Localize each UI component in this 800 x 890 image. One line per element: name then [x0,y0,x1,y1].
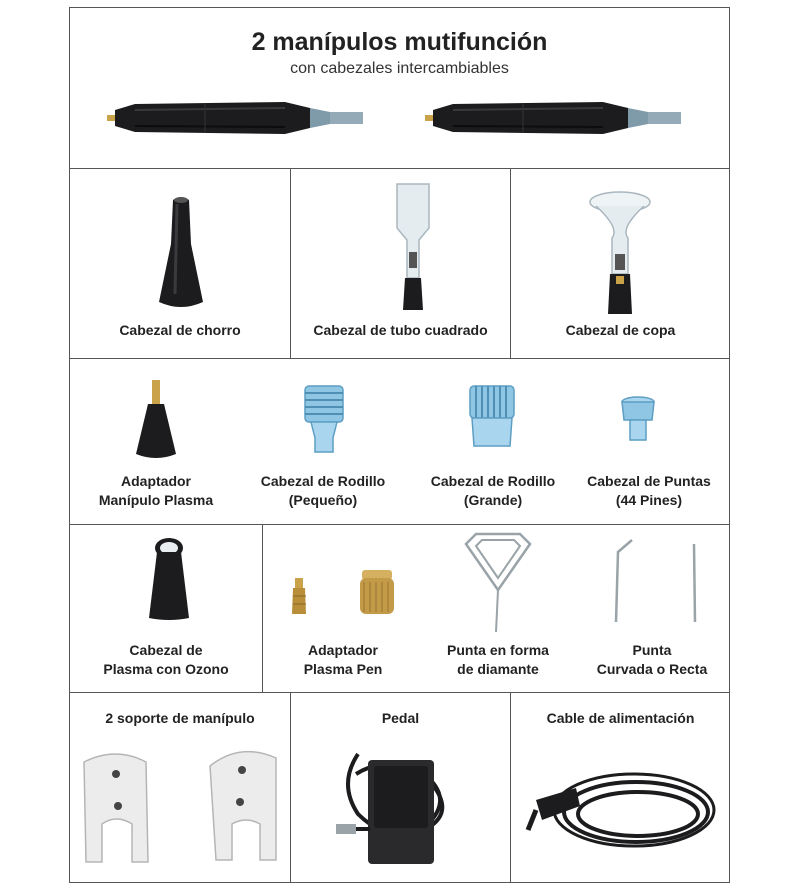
pin-head-icon [620,396,656,442]
item-label-line: Adaptador [121,473,191,489]
small-roller-icon [301,384,347,454]
power-cable-icon [526,770,716,852]
ozone-plasma-head-icon [147,536,191,622]
item-label-line: Manípulo Plasma [98,492,214,508]
large-roller-icon [466,384,518,448]
item-label-line: Cabezal de Puntas [587,473,711,489]
grid-divider [69,358,730,359]
item-label: Cable de alimentación [546,710,695,726]
item-label-line: Plasma Pen [303,661,383,677]
item-label: Pedal [381,710,420,726]
foot-pedal-icon [328,744,468,866]
item-label-line: Adaptador [308,642,378,658]
item-label-line: de diamante [457,661,539,677]
square-tube-head-icon [393,182,433,314]
handpiece-icon [105,96,365,140]
item-label [566,472,732,510]
item-label: Cabezal de chorro [119,322,241,338]
item-label: Cabezal de tubo cuadrado [313,322,488,338]
handpiece-icon [423,96,683,140]
item-label-line: Plasma con Ozono [103,661,229,677]
item-label-line: Punta en forma [447,642,549,658]
item-label-line: Cabezal de Rodillo [430,473,556,489]
item-label [242,472,404,510]
item-label-line: Cabezal de [129,642,203,658]
item-label-line: Punta [632,642,672,658]
item-label-line: (44 Pines) [615,492,683,508]
item-label-line: Cabezal de Rodillo [260,473,386,489]
curved-straight-tip-icon [604,536,704,626]
item-label [70,641,262,679]
grid-divider [69,168,730,169]
item-label [404,472,582,510]
item-label [263,641,423,679]
item-label-line: (Pequeño) [288,492,358,508]
grid-divider [69,692,730,693]
item-label-line: (Grande) [463,492,523,508]
plasma-pen-adapter-icon [290,568,400,618]
item-label [573,641,731,679]
jet-head-icon [155,194,207,312]
item-label [423,641,573,679]
handpiece-holder-icon [80,744,280,866]
diamond-tip-icon [462,530,534,634]
item-label-line: Curvada o Recta [596,661,708,677]
item-label: Cabezal de copa [565,322,676,338]
grid-divider [69,524,730,525]
cup-head-icon [588,188,652,316]
plasma-adapter-icon [132,380,180,462]
item-label: 2 soporte de manípulo [105,710,255,726]
page-title: 2 manípulos mutifunción [251,28,548,56]
item-label [70,472,242,510]
page-subtitle: con cabezales intercambiables [290,60,509,77]
